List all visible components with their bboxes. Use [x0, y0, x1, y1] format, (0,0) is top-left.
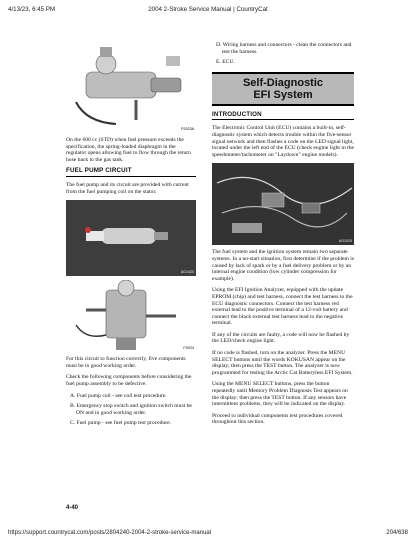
- fuel-pump-intro: The fuel pump and its circuit are provided with current from the fuel pumping coil on the stator.: [66, 181, 189, 195]
- print-page-counter: 204/638: [386, 530, 408, 536]
- pump-assembly-photo: [66, 280, 196, 352]
- ecu-wiring-photo: [212, 163, 354, 245]
- banner-line: Self-Diagnostic: [242, 76, 324, 89]
- section-banner: [212, 72, 354, 106]
- ecu-wiring-illustration: [212, 163, 354, 245]
- figure-code: AO1020: [338, 238, 352, 243]
- list-item: B. Emergency stop switch and ignition switch must be ON and in good working order.: [70, 403, 192, 416]
- list-item: D. Wiring harness and connectors - clean the connectors and test the harness.: [216, 42, 352, 55]
- figure-code: AO1420: [180, 269, 194, 274]
- print-url: https://support.countrycat.com/posts/2804240-2004-2-stroke-service-manual: [8, 530, 212, 536]
- list-item: A. Fuel pump coil - see coil test procedure.: [70, 392, 167, 399]
- pump-assembly-illustration: [66, 280, 196, 352]
- proceed-paragraph: Proceed to individual components test procedures covered throughout this section.: [212, 412, 343, 426]
- analyzer-paragraph: Using the EFI Ignition Analyzer, equipped with the update EPROM (chip) and test harness, connect the test harness to the ECU diagnostic connectors. Connect the test harness red external lead to the positive terminal of a 12-volt battery and connect the black external test harness lead to the negative terminal.: [212, 287, 353, 327]
- list-item: E. ECU.: [216, 59, 235, 66]
- list-item: C. Fuel pump - see fuel pump test procedure.: [70, 420, 171, 427]
- figure-code: FS024: [183, 345, 194, 350]
- circuit-paragraph: For this circuit to function correctly, five components must be in good working order.: [66, 356, 186, 369]
- regulator-paragraph: On the 600 cc (STD) when fuel pressure exceeds the specification, the spring-loaded diaphragm in the regulator opens allowing fuel to flow through the return hose back to the gas tank.: [66, 137, 191, 163]
- systems-paragraph: The fuel system and the ignition system remain two separate systems. In a no-start situation, first determine if the problem is caused by lack of spark or by a fuel delivery problem or by an internal engine condition (low cylinder compression for example).: [212, 249, 354, 282]
- no-code-paragraph: If no code is flashed, turn on the analyzer. Press the MENU SELECT buttons until the words KOKUSAN appear on the display; then press the TEST button. The analyzer is now programmed for testing the Arctic Cat Batteryless EFI System.: [212, 350, 353, 376]
- print-datetime: 4/13/23, 6:45 PM: [8, 6, 56, 13]
- intro-paragraph: The Electronic Control Unit (ECU) contains a built-in, self-diagnostic system which detects trouble within the five-sensor signal network and then flashes a code on the LED signal light, located under the left end of the ECU (check engine light in the speedometer/tachometer on "Laydown" engine models).: [212, 125, 354, 158]
- faulty-paragraph: If any of the circuits are faulty, a code will now be flashed by the LED/check engine light.: [212, 331, 350, 345]
- fuel-pump-photo: [66, 200, 196, 276]
- figure-code: FS023A: [181, 127, 194, 132]
- pressure-regulator-illustration: [66, 42, 196, 134]
- page-number: 4-40: [66, 505, 79, 511]
- print-title: 2004 2-Stroke Service Manual | CountryCat: [148, 6, 268, 13]
- menu-paragraph: Using the MENU SELECT buttons, press the button repeatedly until Memory Problem Diagnosis Test appears on the display; then press the TEST button. If any sensors have intermittent problems, they will be indicated on the display.: [212, 381, 348, 408]
- check-paragraph: Check the following components before considering the fuel pump assembly to be defective.: [66, 374, 192, 387]
- pressure-regulator-photo: [66, 42, 196, 134]
- section-heading: INTRODUCTION: [212, 112, 354, 121]
- left-column: [66, 42, 196, 431]
- section-heading: FUEL PUMP CIRCUIT: [66, 168, 196, 177]
- fuel-pump-illustration: [66, 200, 196, 276]
- banner-line: EFI System: [253, 88, 313, 101]
- right-column: [212, 42, 354, 431]
